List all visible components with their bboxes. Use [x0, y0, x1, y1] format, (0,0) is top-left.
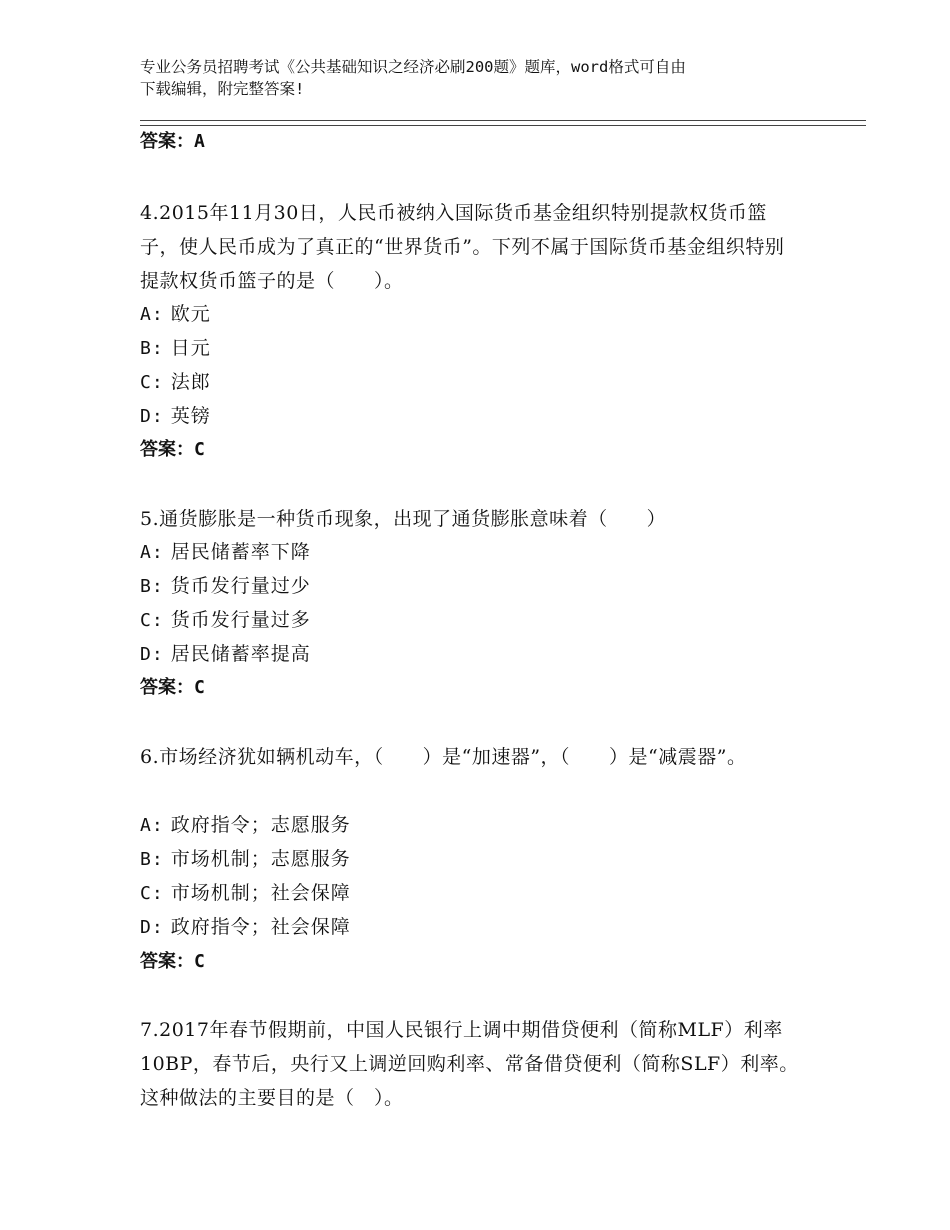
- option-key: D:: [140, 917, 164, 938]
- answer-line: [140, 130, 205, 154]
- answer-label: 答案：: [140, 439, 194, 460]
- header-divider: [140, 120, 866, 126]
- option-key: A:: [140, 542, 164, 563]
- question-text: 6.市场经济犹如辆机动车，（ ）是“加速器”，（ ）是“减震器”。: [140, 746, 747, 768]
- answer-label: 答案：: [140, 131, 194, 152]
- option-text: 货币发行量过多: [170, 609, 311, 631]
- option-key: A:: [140, 815, 164, 836]
- header-line-1: 专业公务员招聘考试《公共基础知识之经济必刷200题》题库，word格式可自由: [140, 58, 686, 76]
- option-text: 政府指令；社会保障: [170, 916, 351, 938]
- option-c: [140, 368, 211, 397]
- document-header: [140, 56, 820, 100]
- question-text: 7.2017年春节假期前，中国人民银行上调中期借贷便利（简称MLF）利率10BP，春节后，央行又上调逆回购利率、常备借贷便利（简称SLF）利率。这种做法的主要目的是（ ）。: [140, 1019, 799, 1109]
- answer-value: C: [194, 677, 205, 698]
- option-text: 欧元: [170, 303, 211, 325]
- answer-line: [140, 950, 205, 974]
- answer-label: 答案：: [140, 951, 194, 972]
- option-a: [140, 811, 351, 840]
- answer-label: 答案：: [140, 677, 194, 698]
- option-text: 居民储蓄率提高: [170, 643, 311, 665]
- option-text: 法郎: [170, 371, 211, 393]
- option-key: D:: [140, 406, 164, 427]
- option-key: C:: [140, 610, 164, 631]
- option-c: [140, 606, 311, 635]
- option-b: [140, 572, 311, 601]
- option-a: [140, 300, 211, 329]
- answer-value: C: [194, 951, 205, 972]
- option-text: 市场机制；志愿服务: [170, 848, 351, 870]
- option-b: [140, 334, 211, 363]
- option-key: C:: [140, 372, 164, 393]
- option-key: A:: [140, 304, 164, 325]
- option-key: B:: [140, 338, 164, 359]
- question-text: 4.2015年11月30日，人民币被纳入国际货币基金组织特别提款权货币篮子，使人民币成为了真正的“世界货币”。下列不属于国际货币基金组织特别提款权货币篮子的是（ ）。: [140, 202, 785, 292]
- option-key: D:: [140, 644, 164, 665]
- option-text: 日元: [170, 337, 211, 359]
- header-line-2: 下载编辑，附完整答案!: [140, 80, 305, 98]
- option-d: [140, 402, 211, 431]
- answer-value: A: [194, 131, 205, 152]
- option-key: B:: [140, 849, 164, 870]
- option-text: 居民储蓄率下降: [170, 541, 311, 563]
- option-text: 市场机制；社会保障: [170, 882, 351, 904]
- option-text: 政府指令；志愿服务: [170, 814, 351, 836]
- option-c: [140, 879, 351, 908]
- option-a: [140, 538, 311, 567]
- answer-line: [140, 438, 205, 462]
- option-text: 货币发行量过少: [170, 575, 311, 597]
- answer-value: C: [194, 439, 205, 460]
- option-d: [140, 913, 351, 942]
- question-text: 5.通货膨胀是一种货币现象，出现了通货膨胀意味着（ ）: [140, 508, 667, 530]
- option-key: B:: [140, 576, 164, 597]
- option-key: C:: [140, 883, 164, 904]
- option-text: 英镑: [170, 405, 211, 427]
- answer-line: [140, 676, 205, 700]
- option-b: [140, 845, 351, 874]
- option-d: [140, 640, 311, 669]
